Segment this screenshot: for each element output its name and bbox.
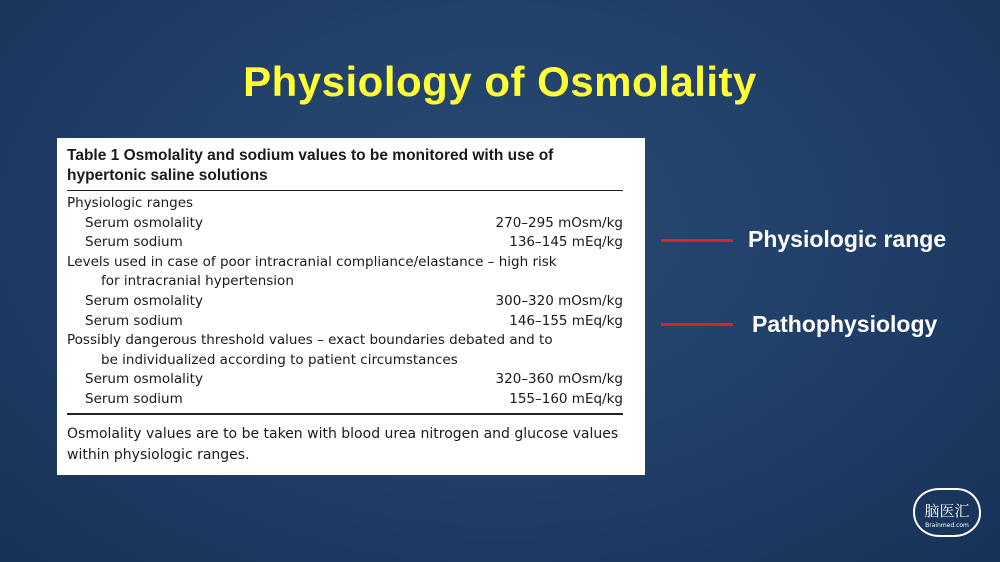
table-row: [67, 233, 623, 253]
logo-text: 脑医汇: [924, 502, 970, 520]
slide-title: Physiology of Osmolality: [243, 58, 757, 105]
section-heading: Possibly dangerous threshold values – exact boundaries debated and to: [67, 332, 553, 349]
table-row: [67, 312, 623, 332]
brainmed-logo: [910, 485, 984, 541]
annotation-physiologic-range: Physiologic range: [748, 226, 947, 252]
section-heading: Levels used in case of poor intracranial compliance/elastance – high risk: [67, 253, 557, 270]
table-row: [67, 292, 623, 312]
row-value: 270–295 mOsm/kg: [495, 214, 623, 231]
row-label: Serum osmolality: [85, 292, 203, 309]
row-label: Serum sodium: [85, 234, 183, 251]
row-value: 320–360 mOsm/kg: [495, 371, 623, 388]
row-value: 300–320 mOsm/kg: [495, 292, 623, 309]
section-heading: Physiologic ranges: [67, 195, 194, 211]
row-value: 155–160 mEq/kg: [509, 390, 623, 407]
table-row: [67, 214, 623, 234]
table-caption: Table 1 Osmolality and sodium values to be monitored with use of hypertonic saline solutions: [67, 146, 623, 191]
row-label: Serum osmolality: [85, 214, 203, 231]
table-body: [67, 191, 623, 410]
row-label: Serum sodium: [85, 390, 183, 407]
section-heading-continued: be individualized according to patient circumstances: [101, 351, 458, 368]
row-label: Serum sodium: [85, 312, 183, 329]
osmolality-table: [57, 138, 645, 475]
annotation-pathophysiology: Pathophysiology: [752, 311, 938, 337]
logo-subtext: Brainmed.com: [925, 522, 969, 529]
row-value: 146–155 mEq/kg: [509, 312, 623, 329]
row-value: 136–145 mEq/kg: [509, 234, 623, 251]
table-footnote: Osmolality values are to be taken with blood urea nitrogen and glucose values within physiologic ranges.: [67, 425, 619, 463]
section-heading-continued: for intracranial hypertension: [101, 273, 294, 290]
annotation-line-physiologic: [661, 239, 733, 242]
table-row: [67, 370, 623, 390]
row-label: Serum osmolality: [85, 371, 203, 388]
table-row: [67, 390, 623, 410]
annotation-line-pathophysiology: [661, 323, 733, 326]
